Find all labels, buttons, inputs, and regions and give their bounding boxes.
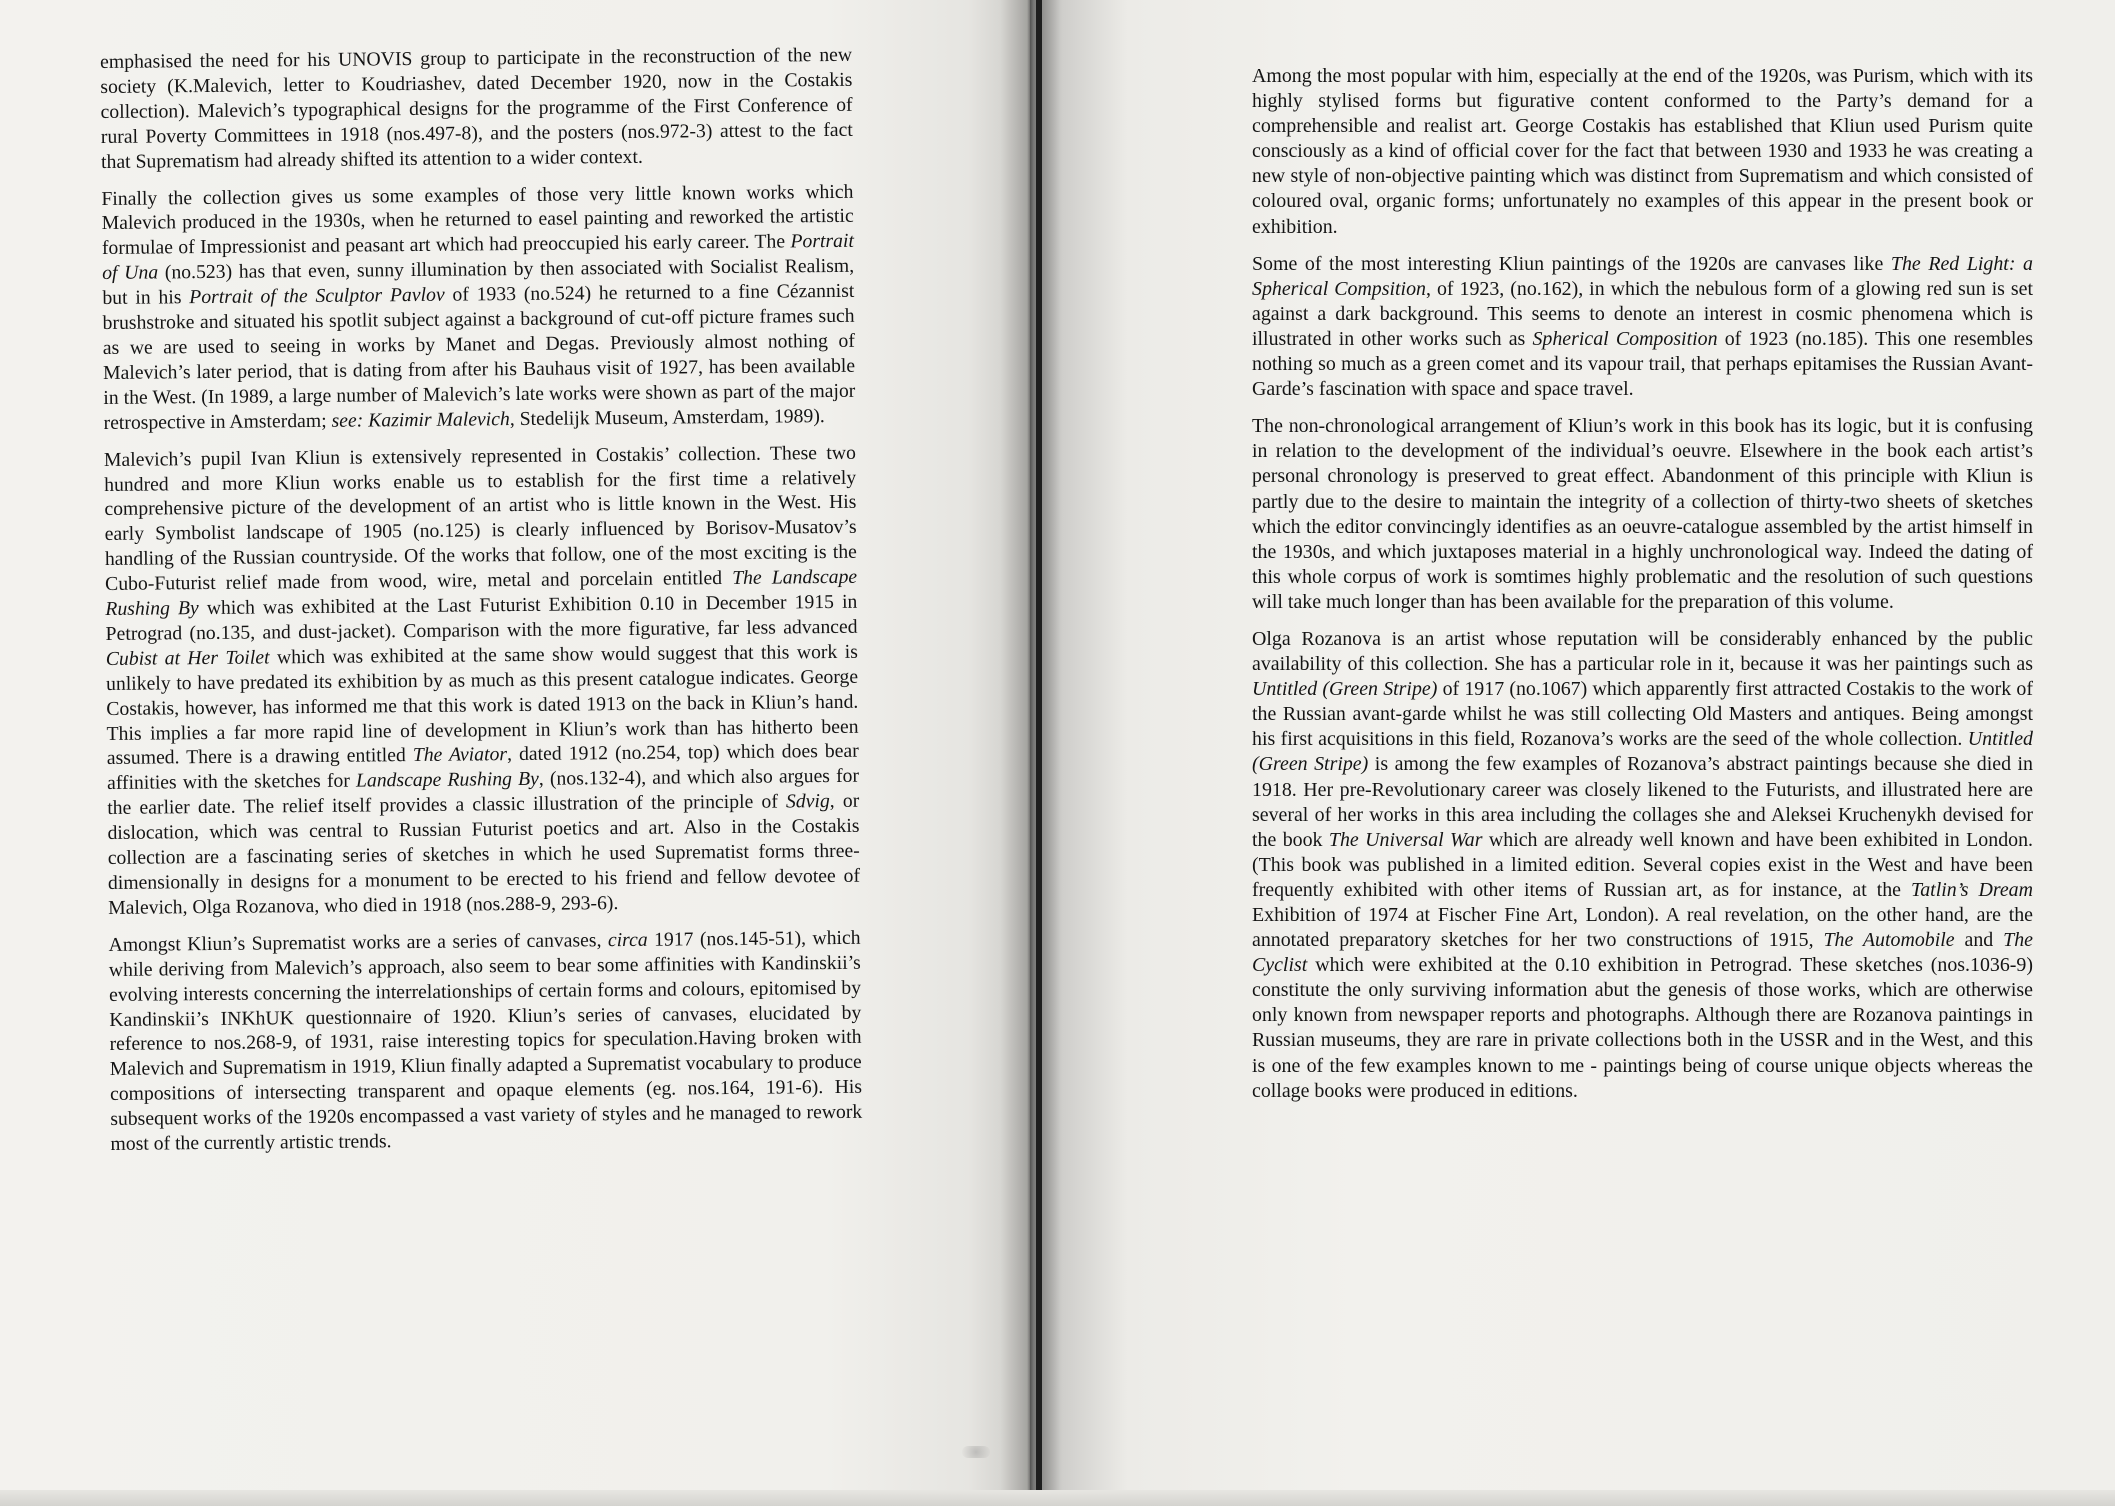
italic-title: The Cyclist [1252,929,2034,977]
text-run: of 1933 (no.524) he returned to a fine Cézannist brushstroke and situated his spotlit subject against a background of cut-off picture frames such as we are used to seeing in works by Manet and Degas. Previously almost nothing of Malevich’s later period, that is dating from after his Bauhaus visit of 1927, has been available in the West. (In 1989, a large number of Malevich’s late works were shown as part of the major retrospective in Amsterdam; [102,279,856,434]
italic-title: The Red Light: a Spherical Compsition [1252,252,2033,300]
paragraph-3 [104,440,861,920]
right-page [1030,0,2115,1506]
paragraph-4 [1252,627,2033,1104]
text-run: of 1917 (no.1067) which apparently first attracted Costakis to the work of the Russian avant-garde whilst he was still collecting Old Masters and antiques. Being amongst his first acquisitions in this field, Rozanova’s works are the seed of the whole collection. [1252,678,2033,751]
text-run: and [1954,929,2004,952]
text-run: Malevich’s pupil Ivan Kliun is extensively represented in Costakis’ collection. These two hundred and more Kliun works enable us to establish for the first time a relatively comprehensive picture of the development of an artist who is little known in the West. His early Symbolist landscape of 1905 (no.125) is clearly influenced by Borisov-Musatov’s handling of the Russian countryside. Of the works that follow, one of the most exciting is the Cubo-Futurist relief made from wood, wire, metal and porcelain entitled [103,441,857,596]
text-run: , or dislocation, which was central to Russian Futurist poetics and art. Also in the Costakis collection are a fascinating series of sketches in which he used Suprematist forms three-dimensionally in designs for a monument to be erected to his friend and fellow devotee of Malevich, Olga Rozanova, who died in 1918 (nos.288-9, 293-6). [107,790,861,919]
italic-title: Tatlin’s Dream [1911,878,2033,901]
italic-title: The Automobile [1823,929,1955,952]
text-run: of 1923 (no.185). This one resembles nothing so much as a green comet and its vapour trail, that perhaps epitamises the Russian Avant-Garde’s fascination with space and space travel. [1252,327,2033,401]
text-run: Among the most popular with him, especially at the end of the 1920s, was Purism, which with its highly stylised forms but figurative content conformed to the Party’s demand for a comprehensible and realist art. George Costakis has established that Kliun used Purism quite consciously as a kind of official cover for the fact that between 1930 and 1933 he was creating a new style of non-objective painting which was distinct from Suprematism and which consisted of coloured oval, organic forms; unfortunately no examples of this appear in the present book or exhibition. [1252,65,2033,238]
italic-title: Cubist at Her Toilet [105,646,270,670]
paragraph-1 [1252,64,2033,240]
italic-title: Untitled (Green Stripe) [1252,678,1438,701]
text-run: 1917 (nos.145-51), which while deriving from Malevich’s approach, also seem to bear some affinities with Kandinskii’s evolving interests concerning the interrelationships of certain forms and colours, epitomised by Kandinskii’s INKhUK questionnaire of 1920. Kliun’s series of canvases, elucidated by reference to nos.268-9, of 1931, raise interesting topics for speculation.Having broken with Malevich and Suprematism in 1919, Kliun finally adapted a Suprematist vocabulary to produce compositions of intersecting transparent and opaque elements (eg. nos.164, 191-6). His subsequent works of the 1920s encompassed a vast variety of styles and he managed to rework most of the currently artistic trends. [108,926,863,1156]
text-run: The non-chronological arrangement of Kliun’s work in this book has its logic, but it is confusing in relation to the development of the individual’s oeuvre. Elsewhere in the book each artist’s personal chronology is preserved to great effect. Abandonment of this principle with Kliun is partly due to the desire to maintain the integrity of a collection of thirty-two sheets of sketches which the editor convincingly identifies as an oeuvre-catalogue assembled by the artist himself in the 1930s, and which juxtaposes material in a highly unchronological way. Indeed the dating of this whole corpus of work is somtimes highly problematic and the resolution of such questions will take much longer than has been available for the preparation of this volume. [1252,415,2033,613]
italic-title: circa [607,928,648,951]
text-run: emphasised the need for his UNOVIS group to participate in the reconstruction of the new society (K.Malevich, letter to Koudriashev, dated December 1920, now in the Costakis collection). Malevich’s typographical designs for the programme of the First Conference of rural Poverty Committees in 1918 (nos.497-8), and the posters (nos.972-3) attest to the fact that Suprematism had already shifted its attention to a wider context. [100,43,853,173]
italic-title: Sdvig [785,790,830,813]
right-text-column [1252,64,2033,1104]
italic-title: Untitled (Green Stripe) [1252,728,2033,776]
italic-title: Portrait of the Sculptor Pavlov [189,283,445,309]
paragraph-1 [100,43,853,175]
text-run: Finally the collection gives us some examples of those very little known works which Malevich produced in the 1930s, when he returned to easel painting and reworked the artistic formulae of Impressionist and peasant art which had preoccupied his early career. The [101,180,854,260]
italic-title: Spherical Composition [1532,327,1718,350]
text-run: , (nos.132-4), and which also argues for the earlier date. The relief itself provides a classic illustration of the principle of [107,765,860,820]
text-run: Olga Rozanova is an artist whose reputation will be considerably enhanced by the public availability of this collection. She has a particular role in it, because it was her paintings such as [1252,627,2033,676]
paragraph-3 [1252,414,2033,615]
text-run: , Stedelijk Museum, Amsterdam, 1989). [509,404,825,430]
left-page [0,0,1030,1506]
text-run: Amongst Kliun’s Suprematist works are a series of canvases, [108,928,609,956]
italic-title: see: Kazimir Malevich [331,407,510,432]
paragraph-4 [108,926,862,1157]
text-run: Some of the most interesting Kliun paintings of the 1920s are canvases like [1252,252,1891,275]
italic-title: Portrait of Una [102,230,854,285]
italic-title: Landscape Rushing By [355,768,539,792]
text-run: which were exhibited at the 0.10 exhibition in Petrograd. These sketches (nos.1036-9) constitute the only surviving information abut the genesis of those works, which are otherwise only known from newspaper reports and photographs. Although there are Rozanova paintings in Russian museums, they are rare in private collections both in the USSR and in the West, and this is one of the few examples known to me - paintings being of course unique objects whereas the collage books were produced in editions. [1252,954,2033,1102]
book-spine [1036,0,1042,1506]
text-run: (no.523) has that even, sunny illumination by then associated with Socialist Realism, but in his [102,255,855,310]
text-run: , dated 1912 (no.254, top) which does bear affinities with the sketches for [106,740,859,795]
paragraph-2 [1252,252,2033,403]
text-run: which are already well known and have been exhibited in London. (This book was published in a limited edition. Several copies exist in the West and have been frequently exhibited with other items of Russian art, as for instance, at the [1252,828,2033,901]
page-bottom-edge [0,1490,2115,1506]
text-run: is among the few examples of Rozanova’s abstract paintings because she died in 1918. Her pre-Revolutionary career was closely likened to the Futurists, and illustrated here are several of her works in this area including the collages she and Aleksei Kruchenykh devised for the book [1252,753,2034,851]
text-run: Exhibition of 1974 at Fischer Fine Art, London). A real revelation, on the other hand, are the annotated preparatory sketches for her two constructions of 1915, [1252,904,2033,952]
text-run: which was exhibited at the same show would suggest that this work is unlikely to have predated its exhibition by as much as this present catalogue indicates. George Costakis, however, has informed me that this work is dated 1913 on the back in Kliun’s hand. This implies a far more rapid line of development in Kliun’s work than has hitherto been assumed. There is a drawing entitled [105,640,859,770]
italic-title: The Universal War [1328,828,1483,851]
italic-title: The Aviator [412,743,508,767]
paragraph-2 [101,179,855,435]
text-run: , of 1923, (no.162), in which the nebulous form of a glowing red sun is set against a dark background. This seems to denote an interest in cosmic phenomena which is illustrated in other works such as [1252,277,2033,350]
smudge-mark [962,1446,990,1458]
text-run: which was exhibited at the Last Futurist Exhibition 0.10 in December 1915 in Petrograd (no.135, and dust-jacket). Comparison with the more figurative, far less advanced [105,590,858,645]
italic-title: The Landscape Rushing By [105,565,858,621]
left-text-column [100,43,863,1157]
